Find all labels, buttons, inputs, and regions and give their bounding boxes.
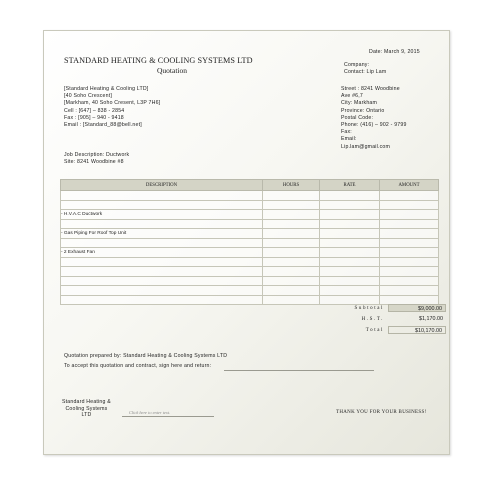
signature-placeholder-field[interactable]: Click here to enter text. <box>129 410 171 415</box>
recipient-line: Fax: <box>341 129 352 136</box>
table-cell-hours <box>263 219 320 229</box>
sender-line: [40 Soho Crescent] <box>64 93 113 100</box>
signature-line <box>122 416 214 417</box>
table-cell-rate <box>320 276 380 286</box>
table-row <box>61 267 439 277</box>
table-cell-hours <box>263 191 320 201</box>
job-description: Job Description: Ductwork <box>64 152 130 158</box>
recipient-line: Lip.lam@gmail.com <box>341 143 391 150</box>
table-cell-hours <box>263 267 320 277</box>
table-cell-desc: - Gas Piping For Roof Top Unit <box>61 229 263 239</box>
column-header-amount: AMOUNT <box>380 180 439 191</box>
table-cell-rate <box>320 200 380 210</box>
subtotal-label: Subtotal <box>354 305 384 311</box>
table-cell-desc <box>61 219 263 229</box>
table-cell-rate <box>320 229 380 239</box>
table-cell-amount <box>380 248 439 258</box>
table-cell-rate <box>320 257 380 267</box>
table-cell-hours <box>263 257 320 267</box>
document-title: Quotation <box>157 66 187 75</box>
table-cell-rate <box>320 286 380 296</box>
column-header-hours: HOURS <box>263 180 320 191</box>
accept-text: To accept this quotation and contract, sign here and return: <box>64 363 212 369</box>
table-cell-rate <box>320 191 380 201</box>
signature-company-line: Standard Heating & <box>62 399 111 405</box>
quotation-document <box>43 30 450 455</box>
sender-line: [Markham, 40 Soho Cresent, L3P 7H6] <box>64 100 161 107</box>
table-cell-amount <box>380 210 439 220</box>
recipient-line: Street : 8241 Woodbine <box>341 86 400 92</box>
subtotal-value: $9,000.00 <box>388 304 446 312</box>
signature-company-line: Cooling Systems <box>65 405 108 412</box>
table-cell-hours <box>263 200 320 210</box>
hst-value: $1,170.00 <box>419 316 443 322</box>
table-header-row <box>61 180 439 191</box>
sender-line: [Standard Heating & Cooling LTD] <box>64 86 149 92</box>
table-cell-rate <box>320 267 380 277</box>
company-label: Company: <box>344 62 370 68</box>
table-cell-hours <box>263 286 320 296</box>
thank-you-text: THANK YOU FOR YOUR BUSINESS! <box>336 410 427 415</box>
table-cell-hours <box>263 248 320 258</box>
table-cell-amount <box>380 200 439 210</box>
signature-company-line: LTD <box>81 412 92 419</box>
totals-block <box>324 304 446 334</box>
table-row <box>61 276 439 286</box>
table-row <box>61 257 439 267</box>
table-cell-desc <box>61 257 263 267</box>
recipient-line: Province: Ontario <box>341 107 385 114</box>
table-cell-amount <box>380 257 439 267</box>
table-cell-amount <box>380 276 439 286</box>
table-cell-hours <box>263 238 320 248</box>
sender-line: Fax : [905] – 940 - 9418 <box>64 114 124 121</box>
job-site: Site: 8241 Woodbine #8 <box>64 159 124 166</box>
table-cell-desc <box>61 200 263 210</box>
recipient-line: Phone: (416) – 902 - 9799 <box>341 122 407 129</box>
table-row <box>61 191 439 201</box>
table-cell-hours <box>263 295 320 305</box>
job-block <box>64 152 129 166</box>
table-cell-amount <box>380 219 439 229</box>
signature-line-accept <box>224 370 374 371</box>
table-row <box>61 248 439 258</box>
total-label: Total <box>365 327 384 333</box>
hst-label: H.S.T. <box>361 316 384 322</box>
recipient-line: Postal Code: <box>341 114 374 121</box>
table-cell-desc <box>61 295 263 305</box>
table-cell-hours <box>263 210 320 220</box>
company-title: STANDARD HEATING & COOLING SYSTEMS LTD <box>64 56 253 65</box>
table-row <box>61 229 439 239</box>
contact-label: Contact: Lip Lam <box>344 69 387 75</box>
table-cell-desc <box>61 276 263 286</box>
total-value: $10,170.00 <box>388 326 446 334</box>
prepared-by-text: Quotation prepared by: Standard Heating & Cooling Systems LTD <box>64 353 228 359</box>
line-items-table <box>60 179 439 305</box>
table-row <box>61 238 439 248</box>
table-cell-amount <box>380 229 439 239</box>
table-cell-rate <box>320 219 380 229</box>
table-cell-amount <box>380 238 439 248</box>
table-row <box>61 219 439 229</box>
recipient-line: Ave #6,7 <box>341 93 363 100</box>
table-cell-amount <box>380 191 439 201</box>
table-row <box>61 210 439 220</box>
sender-line: Cell : [647] – 838 - 2854 <box>64 107 125 114</box>
table-cell-hours <box>263 276 320 286</box>
table-cell-desc <box>61 267 263 277</box>
table-cell-rate <box>320 210 380 220</box>
table-row <box>61 286 439 296</box>
column-header-rate: RATE <box>320 180 380 191</box>
date-text: Date: March 9, 2015 <box>369 49 420 55</box>
recipient-line: City: Markham <box>341 100 378 107</box>
table-cell-rate <box>320 248 380 258</box>
table-cell-desc: - H.V.A.C Ductwork <box>61 210 263 220</box>
table-cell-amount <box>380 286 439 296</box>
table-cell-rate <box>320 238 380 248</box>
table-cell-desc <box>61 286 263 296</box>
table-cell-desc: - 2 Exhaust Fan <box>61 248 263 258</box>
table-cell-desc <box>61 191 263 201</box>
table-cell-amount <box>380 267 439 277</box>
sender-block <box>64 86 160 129</box>
sender-line: Email : [Standard_88@bell.net] <box>64 122 142 129</box>
signature-company <box>62 399 111 419</box>
table-cell-hours <box>263 229 320 239</box>
table-row <box>61 200 439 210</box>
recipient-block <box>341 86 407 151</box>
column-header-description: DESCRIPTION <box>61 180 263 191</box>
recipient-line: Email: <box>341 136 357 143</box>
table-cell-desc <box>61 238 263 248</box>
